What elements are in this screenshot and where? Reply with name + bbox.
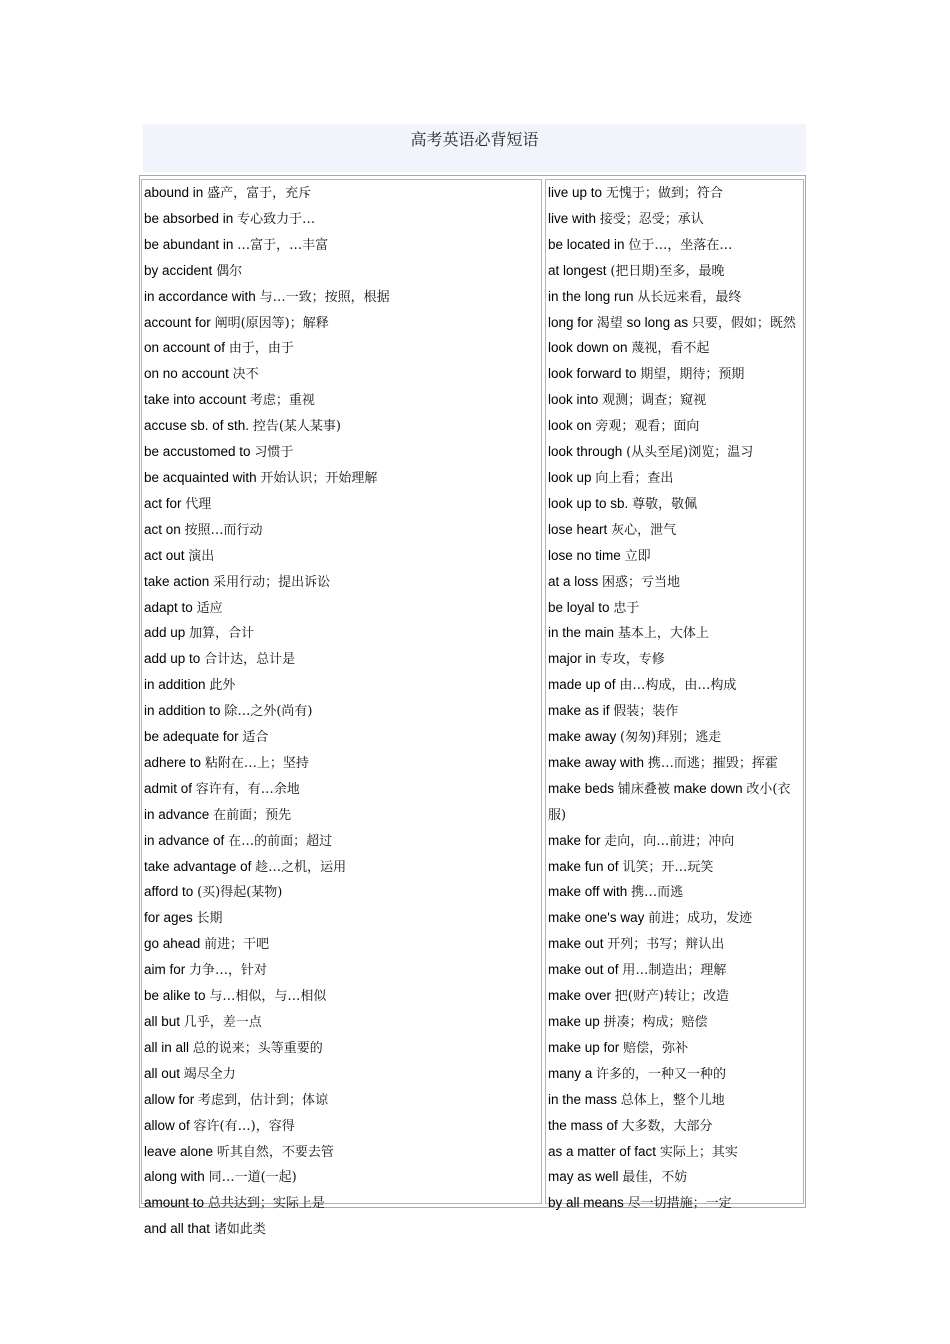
phrase-entry	[548, 906, 802, 932]
phrase-english: make fun of	[548, 858, 619, 874]
phrase-entry	[144, 285, 540, 311]
phrase-entry	[548, 388, 802, 414]
phrase-english: act for	[144, 495, 182, 511]
phrase-chinese: 困惑；亏当地	[602, 574, 681, 590]
phrase-english: make over	[548, 988, 612, 1004]
phrase-english: on no account	[144, 366, 229, 382]
phrase-entry	[144, 1217, 540, 1243]
phrase-entry	[144, 259, 540, 285]
phrase-entry	[144, 233, 540, 259]
phrase-english: look on	[548, 418, 592, 434]
phrase-chinese: 几乎，差一点	[183, 1015, 262, 1030]
phrase-chinese: 听其自然，不要去管	[216, 1144, 334, 1160]
phrase-chinese: 按照…而行动	[184, 522, 263, 538]
phrase-chinese: 控告(某人某事)	[252, 419, 341, 435]
phrase-entry	[144, 440, 540, 466]
phrase-entry	[548, 829, 802, 855]
phrase-entry	[144, 570, 540, 596]
phrase-chinese: 从长远来看，最终	[637, 289, 742, 305]
phrase-chinese: 讥笑；开…玩笑	[622, 859, 714, 875]
phrase-entry	[144, 1140, 540, 1166]
phrase-chinese: 向上看；查出	[595, 470, 674, 486]
phrase-entry	[144, 673, 540, 699]
phrase-english: account for	[144, 314, 211, 330]
phrase-english: make away with	[548, 754, 645, 770]
phrase-english: so long as	[626, 314, 689, 330]
phrase-english: on account of	[144, 340, 226, 356]
phrase-english: admit of	[144, 780, 193, 796]
phrase-entry	[144, 725, 540, 751]
phrase-entry	[144, 621, 540, 647]
phrase-english: live with	[548, 210, 597, 226]
phrase-chinese: 许多的，一种又一种的	[596, 1066, 727, 1082]
phrase-entry	[144, 207, 540, 233]
phrase-chinese: 偶尔	[216, 263, 243, 279]
phrase-entry	[548, 1088, 802, 1114]
phrase-chinese: (买)得起(某物)	[197, 885, 283, 901]
phrase-entry	[144, 544, 540, 570]
phrase-chinese: 适合	[242, 730, 269, 746]
phrase-entry	[548, 440, 802, 466]
phrase-chinese: 考虑；重视	[249, 393, 315, 409]
phrase-chinese: 假装；装作	[613, 704, 679, 720]
phrase-chinese: 前进；成功，发迹	[648, 911, 753, 927]
phrase-english: all in all	[144, 1039, 190, 1055]
phrase-entry	[548, 751, 802, 777]
phrase-english: look down on	[548, 340, 628, 356]
phrase-english: be loyal to	[548, 599, 610, 615]
phrase-chinese: 采用行动；提出诉讼	[213, 574, 331, 590]
left-phrase-list	[144, 181, 540, 1243]
title-band	[143, 124, 806, 172]
phrase-entry	[144, 829, 540, 855]
phrase-entry	[548, 699, 802, 725]
phrase-chinese: 走向，向…前进；冲向	[604, 833, 735, 849]
phrase-english: allow for	[144, 1091, 195, 1107]
phrase-english: many a	[548, 1065, 593, 1081]
phrase-chinese: 总共达到；实际上是	[207, 1196, 325, 1212]
phrase-english: and all that	[144, 1221, 211, 1237]
phrase-entry	[144, 492, 540, 518]
phrase-chinese: 总的说来；头等重要的	[192, 1040, 323, 1056]
phrase-chinese: 决不	[232, 367, 259, 383]
phrase-entry	[144, 699, 540, 725]
phrase-english: add up to	[144, 651, 201, 667]
phrase-english: may as well	[548, 1169, 619, 1185]
phrase-chinese: 适应	[196, 600, 223, 616]
phrase-entry	[548, 1062, 802, 1088]
phrase-chinese: 最佳，不妨	[622, 1170, 688, 1186]
phrase-chinese: 前进；干吧	[204, 937, 270, 953]
phrase-chinese: (匆匆)拜别；逃走	[620, 730, 722, 746]
phrase-entry	[548, 362, 802, 388]
phrase-chinese: 只要，假如；既然	[691, 315, 796, 331]
phrase-chinese: 专攻，专修	[599, 652, 665, 668]
phrase-entry	[548, 984, 802, 1010]
phrase-english: lose no time	[548, 547, 621, 563]
phrase-entry	[144, 181, 540, 207]
phrase-english: in accordance with	[144, 288, 256, 304]
phrase-english: long for	[548, 314, 594, 330]
phrase-chinese: 演出	[188, 548, 215, 564]
phrase-chinese: 长期	[196, 911, 223, 927]
phrase-chinese: 代理	[185, 496, 212, 512]
phrase-chinese: 立即	[624, 548, 651, 564]
phrase-english: make as if	[548, 703, 610, 719]
phrase-entry	[548, 285, 802, 311]
phrase-english: the mass of	[548, 1117, 618, 1133]
phrase-english: look up to sb.	[548, 495, 629, 511]
phrase-english: made up of	[548, 677, 616, 693]
phrase-chinese: 无愧于；做到；符合	[605, 186, 723, 201]
phrase-english: in addition	[144, 677, 206, 693]
phrase-chinese: 尽一切措施；一定	[627, 1196, 732, 1212]
phrase-entry	[548, 311, 802, 337]
phrase-chinese: 合计达，总计是	[204, 652, 296, 668]
phrase-chinese: 开列；书写；辩认出	[607, 937, 725, 953]
phrase-english: live up to	[548, 185, 603, 200]
phrase-entry	[548, 673, 802, 699]
phrase-english: afford to	[144, 884, 194, 900]
phrase-english: make up for	[548, 1039, 620, 1055]
phrase-entry	[548, 544, 802, 570]
phrase-chinese: 与…一致；按照，根据	[259, 289, 390, 305]
phrase-english: look forward to	[548, 366, 637, 382]
phrase-english: make up	[548, 1014, 600, 1029]
phrase-chinese: 趁…之机，运用	[255, 859, 347, 875]
phrase-chinese: 期望，期待；预期	[640, 367, 745, 383]
phrase-chinese: (从头至尾)浏览；温习	[626, 445, 754, 461]
phrase-english: leave alone	[144, 1143, 214, 1159]
phrase-entry	[144, 803, 540, 829]
phrase-english: by all means	[548, 1195, 624, 1211]
phrase-entry	[548, 466, 802, 492]
phrase-english: make away	[548, 729, 617, 745]
phrase-entry	[548, 233, 802, 259]
phrase-chinese: 位于…，坐落在…	[628, 237, 733, 253]
phrase-chinese: 容许(有…)，容得	[193, 1118, 295, 1134]
phrase-chinese: 尊敬，敬佩	[632, 496, 698, 512]
phrase-english: make down	[673, 780, 743, 796]
phrase-english: adhere to	[144, 754, 202, 770]
phrase-english: be absorbed in	[144, 210, 234, 226]
phrase-english: in advance of	[144, 832, 225, 848]
phrase-chinese: 基本上，大体上	[617, 626, 709, 642]
phrase-english: major in	[548, 651, 597, 667]
phrase-english: in the mass	[548, 1091, 618, 1107]
phrase-chinese: 实际上；其实	[659, 1144, 738, 1160]
phrase-chinese: 同…一道(一起)	[208, 1170, 297, 1186]
phrase-chinese: 大多数，大部分	[621, 1118, 713, 1134]
phrase-chinese: 蔑视，看不起	[631, 341, 710, 357]
phrase-english: make out of	[548, 962, 619, 978]
phrase-chinese: 力争…，针对	[189, 963, 268, 979]
phrase-entry	[144, 906, 540, 932]
phrase-entry	[144, 596, 540, 622]
phrase-entry	[144, 1010, 540, 1036]
phrase-english: at longest	[548, 262, 607, 278]
phrase-english: look up	[548, 469, 592, 485]
phrase-entry	[144, 311, 540, 337]
phrase-chinese: 改小(衣服)	[548, 781, 791, 823]
phrase-english: take action	[144, 573, 210, 589]
phrase-english: by accident	[144, 262, 213, 278]
phrase-english: be abundant in	[144, 236, 234, 252]
phrase-entry	[144, 647, 540, 673]
phrase-entry	[548, 414, 802, 440]
phrase-entry	[548, 1036, 802, 1062]
right-phrase-list	[548, 181, 802, 1217]
phrase-chinese: 渴望	[596, 315, 623, 331]
phrase-entry	[144, 984, 540, 1010]
phrase-entry	[144, 1165, 540, 1191]
phrase-english: allow of	[144, 1117, 190, 1133]
phrase-entry	[144, 518, 540, 544]
phrase-entry	[548, 1140, 802, 1166]
phrase-entry	[548, 1114, 802, 1140]
phrase-entry	[548, 880, 802, 906]
phrase-entry	[548, 336, 802, 362]
phrase-english: be acquainted with	[144, 469, 257, 485]
phrase-english: as a matter of fact	[548, 1143, 657, 1159]
phrase-entry	[144, 388, 540, 414]
phrase-entry	[548, 647, 802, 673]
phrase-entry	[548, 181, 802, 207]
phrase-english: in addition to	[144, 703, 221, 719]
phrase-chinese: 旁观；观看；面向	[595, 419, 700, 435]
phrase-entry	[548, 777, 802, 829]
phrase-english: in the long run	[548, 288, 634, 304]
phrase-english: abound in	[144, 185, 204, 200]
phrase-entry	[144, 880, 540, 906]
phrase-english: add up	[144, 625, 186, 641]
phrase-entry	[144, 932, 540, 958]
phrase-chinese: 忠于	[613, 600, 640, 616]
phrase-chinese: 拼凑；构成；赔偿	[603, 1015, 708, 1030]
phrase-english: be located in	[548, 236, 625, 252]
phrase-entry	[548, 1165, 802, 1191]
phrase-entry	[548, 621, 802, 647]
phrase-english: in the main	[548, 625, 615, 641]
phrase-entry	[548, 207, 802, 233]
phrase-english: at a loss	[548, 573, 599, 589]
phrase-chinese: 观测；调查；窥视	[602, 393, 707, 409]
phrase-entry	[548, 1010, 802, 1036]
phrase-english: make off with	[548, 884, 628, 900]
phrase-chinese: 总体上，整个儿地	[620, 1092, 725, 1108]
phrase-entry	[548, 932, 802, 958]
phrase-entry	[548, 259, 802, 285]
phrase-english: make beds	[548, 780, 615, 796]
phrase-chinese: 由…构成，由…构成	[619, 678, 737, 694]
phrase-english: in advance	[144, 806, 210, 822]
phrase-chinese: 粘附在…上；坚持	[204, 755, 309, 771]
phrase-chinese: 阐明(原因等)；解释	[214, 315, 329, 331]
phrase-english: be adequate for	[144, 729, 239, 745]
phrase-chinese: 灰心，泄气	[611, 522, 677, 538]
phrase-chinese: 加算，合计	[189, 626, 255, 642]
phrase-chinese: 专心致力于…	[237, 211, 316, 227]
phrase-chinese: 诸如此类	[213, 1222, 266, 1238]
phrase-english: look through	[548, 444, 623, 460]
phrase-entry	[548, 1191, 802, 1217]
phrase-entry	[144, 1036, 540, 1062]
phrase-entry	[144, 414, 540, 440]
phrase-english: make one's way	[548, 910, 645, 926]
phrase-chinese: 习惯于	[254, 445, 294, 461]
phrase-chinese: 携…而逃；摧毁；挥霍	[647, 755, 778, 771]
phrase-chinese: 考虑到，估计到；体谅	[198, 1092, 329, 1108]
phrase-english: be accustomed to	[144, 444, 251, 460]
document-title: 高考英语必背短语	[410, 130, 539, 149]
phrase-chinese: 除…之外(尚有)	[224, 704, 313, 720]
phrase-english: look into	[548, 392, 599, 408]
phrase-chinese: 盛产，富于，充斥	[207, 186, 312, 201]
phrase-entry	[548, 725, 802, 751]
phrase-english: be alike to	[144, 988, 206, 1004]
phrase-chinese: 携…而逃	[631, 885, 684, 901]
phrase-entry	[144, 1114, 540, 1140]
phrase-entry	[548, 596, 802, 622]
phrase-chinese: 用…制造出；理解	[622, 963, 727, 979]
phrase-english: take advantage of	[144, 858, 252, 874]
phrase-english: go ahead	[144, 936, 201, 952]
phrase-chinese: 赔偿，弥补	[623, 1040, 689, 1056]
phrase-english: along with	[144, 1169, 205, 1185]
phrase-chinese: 容许有，有…余地	[195, 781, 300, 797]
phrase-english: make for	[548, 832, 601, 848]
phrase-chinese: 开始认识；开始理解	[260, 470, 378, 486]
phrase-chinese: (把日期)至多，最晚	[610, 263, 725, 279]
phrase-chinese: 铺床叠被	[617, 781, 670, 797]
phrase-chinese: 由于，由于	[228, 341, 294, 357]
phrase-entry	[144, 1062, 540, 1088]
phrase-entry	[144, 336, 540, 362]
phrase-entry	[144, 777, 540, 803]
phrase-english: all out	[144, 1065, 181, 1081]
phrase-chinese: 在前面；预先	[213, 807, 292, 823]
phrase-english: aim for	[144, 962, 186, 978]
phrase-english: act out	[144, 547, 185, 563]
phrase-entry	[548, 570, 802, 596]
phrase-chinese: 与…相似，与…相似	[209, 989, 327, 1005]
phrase-chinese: 在…的前面；超过	[228, 833, 333, 849]
phrase-entry	[144, 958, 540, 984]
phrase-entry	[144, 1191, 540, 1217]
phrase-chinese: 此外	[209, 678, 236, 694]
phrase-entry	[144, 362, 540, 388]
phrase-entry	[144, 855, 540, 881]
phrase-chinese: 接受；忍受；承认	[599, 211, 704, 227]
phrase-chinese: …富于，…丰富	[237, 237, 329, 253]
phrase-entry	[548, 855, 802, 881]
phrase-english: amount to	[144, 1195, 205, 1211]
phrase-entry	[548, 518, 802, 544]
phrase-english: for ages	[144, 910, 193, 926]
phrase-english: all but	[144, 1014, 181, 1029]
phrase-chinese: 竭尽全力	[183, 1066, 236, 1082]
phrase-chinese: 把(财产)转让；改造	[614, 989, 729, 1005]
phrase-english: make out	[548, 936, 604, 952]
phrase-english: adapt to	[144, 599, 193, 615]
phrase-entry	[548, 958, 802, 984]
phrase-entry	[144, 1088, 540, 1114]
phrase-entry	[548, 492, 802, 518]
phrase-english: act on	[144, 521, 181, 537]
phrase-entry	[144, 466, 540, 492]
phrase-english: take into account	[144, 392, 247, 408]
phrase-entry	[144, 751, 540, 777]
phrase-english: accuse sb. of sth.	[144, 418, 250, 434]
phrase-english: lose heart	[548, 521, 608, 537]
